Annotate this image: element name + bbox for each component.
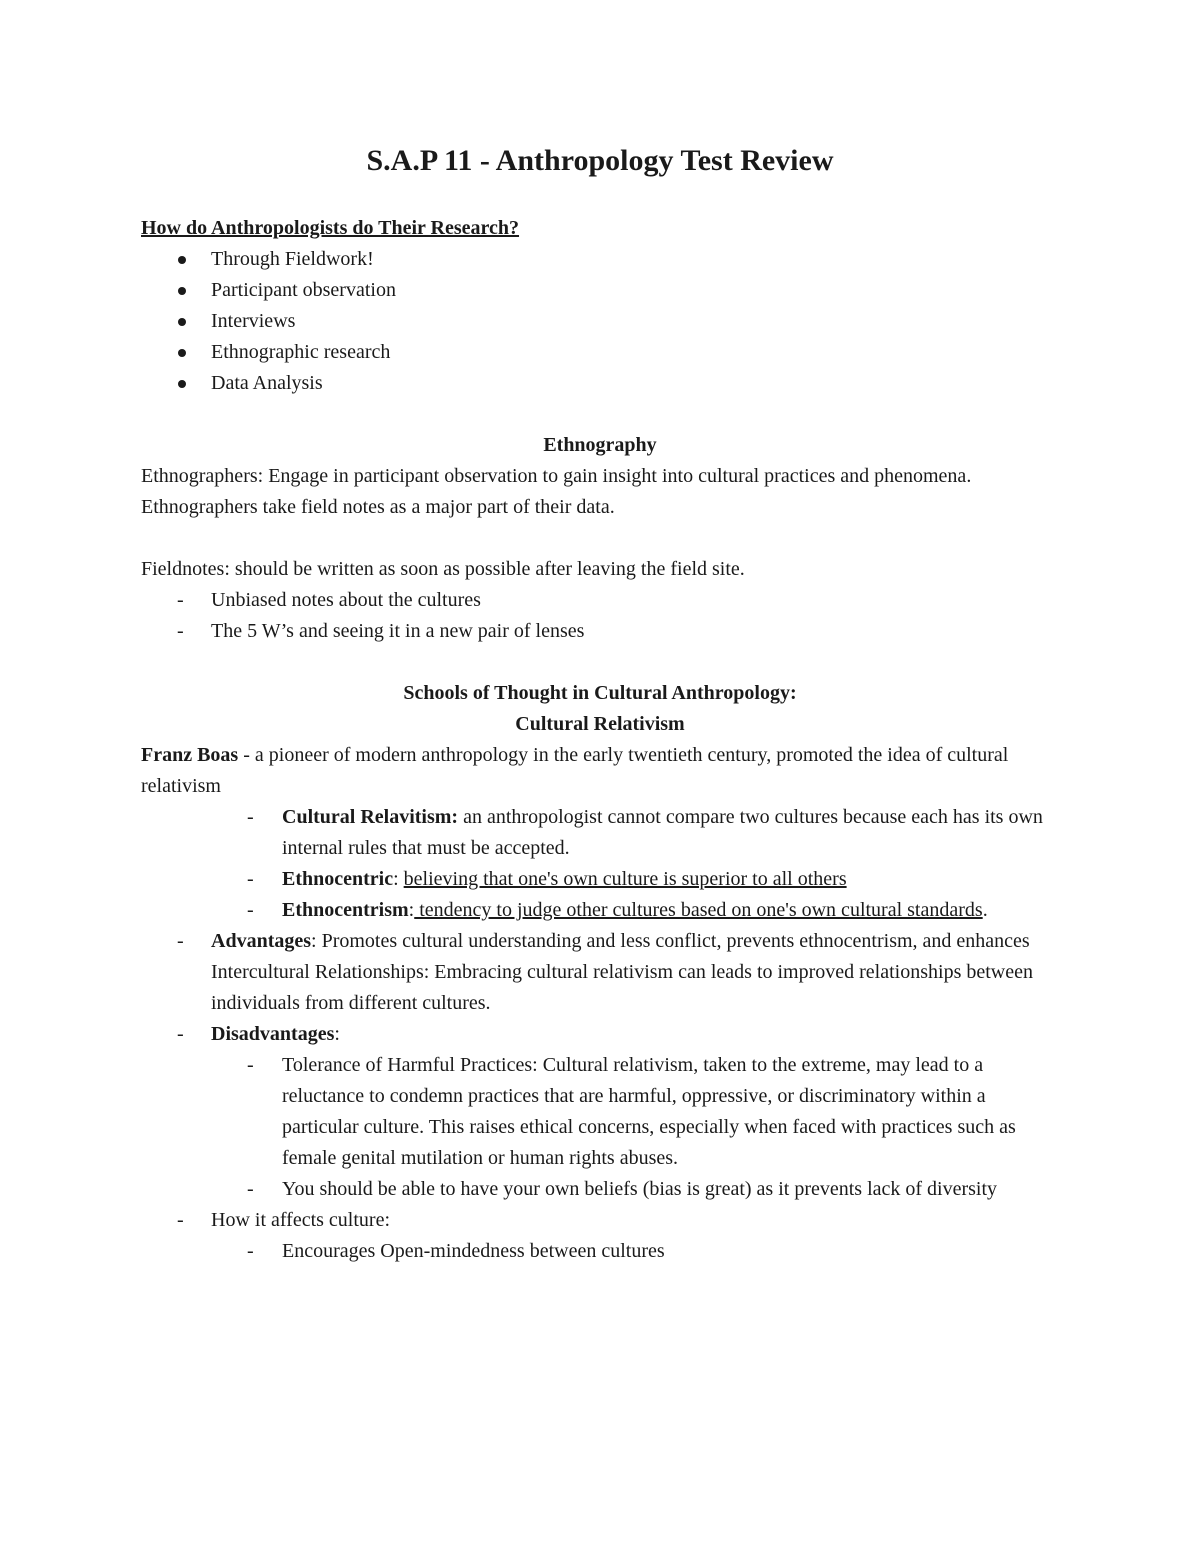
document-body — [141, 213, 1059, 1267]
ethnography-paragraph: Ethnographers: Engage in participant observation to gain insight into cultural practices and phenomena. Ethnographers take field notes as a major part of their data. — [141, 465, 972, 518]
document-title: S.A.P 11 - Anthropology Test Review — [366, 144, 834, 177]
list-item: - Tolerance of Harmful Practices: Cultural relativism, taken to the extreme, may lead to a reluctance to condemn practices that are harmful, oppressive, or discriminatory within a particular culture. This raises ethical concerns, especially when faced with practices such as female genital mutilation or human rights abuses. — [247, 1054, 1016, 1169]
fieldnotes-paragraph: Fieldnotes: should be written as soon as possible after leaving the field site. — [141, 558, 745, 580]
definition-item: - Ethnocentrism: tendency to judge other cultures based on one's own cultural standards. — [247, 899, 988, 921]
list-item: Data Analysis — [141, 368, 1059, 399]
list-item: - Encourages Open-mindedness between cultures — [247, 1240, 665, 1262]
list-item: Ethnographic research — [141, 337, 1059, 368]
list-item: Interviews — [141, 306, 1059, 337]
definition-item: - Cultural Relavitism: an anthropologist cannot compare two cultures because each has its own internal rules that must be accepted. — [247, 806, 1043, 859]
affects-item: - How it affects culture: — [177, 1209, 391, 1231]
list-item: Through Fieldwork! — [141, 244, 1059, 275]
schools-heading: Schools of Thought in Cultural Anthropology: — [403, 682, 797, 704]
bullet-icon — [178, 256, 186, 264]
bullet-icon — [178, 287, 186, 295]
list-item: Participant observation — [141, 275, 1059, 306]
boas-paragraph: Franz Boas - a pioneer of modern anthropology in the early twentieth century, promoted the idea of cultural relativism — [141, 744, 1009, 797]
list-item: - You should be able to have your own beliefs (bias is great) as it prevents lack of diversity — [247, 1178, 998, 1200]
research-list — [141, 244, 1059, 399]
definition-item: - Ethnocentric: believing that one's own culture is superior to all others — [247, 868, 847, 890]
bullet-icon — [178, 318, 186, 326]
bullet-icon — [178, 349, 186, 357]
list-item: - Unbiased notes about the cultures — [177, 589, 481, 611]
list-item: - The 5 W’s and seeing it in a new pair of lenses — [177, 620, 585, 642]
bullet-icon — [178, 380, 186, 388]
research-heading: How do Anthropologists do Their Research? — [141, 217, 520, 239]
advantages-item: - Advantages: Promotes cultural understanding and less conflict, prevents ethnocentrism, and enhances Intercultural Relationships: Embracing cultural relativism can leads to improved relationships between individuals from different cultures. — [177, 930, 1033, 1014]
disadvantages-item: - Disadvantages: — [177, 1023, 340, 1045]
ethnography-heading: Ethnography — [543, 434, 657, 456]
cultural-relativism-heading: Cultural Relativism — [515, 713, 685, 735]
